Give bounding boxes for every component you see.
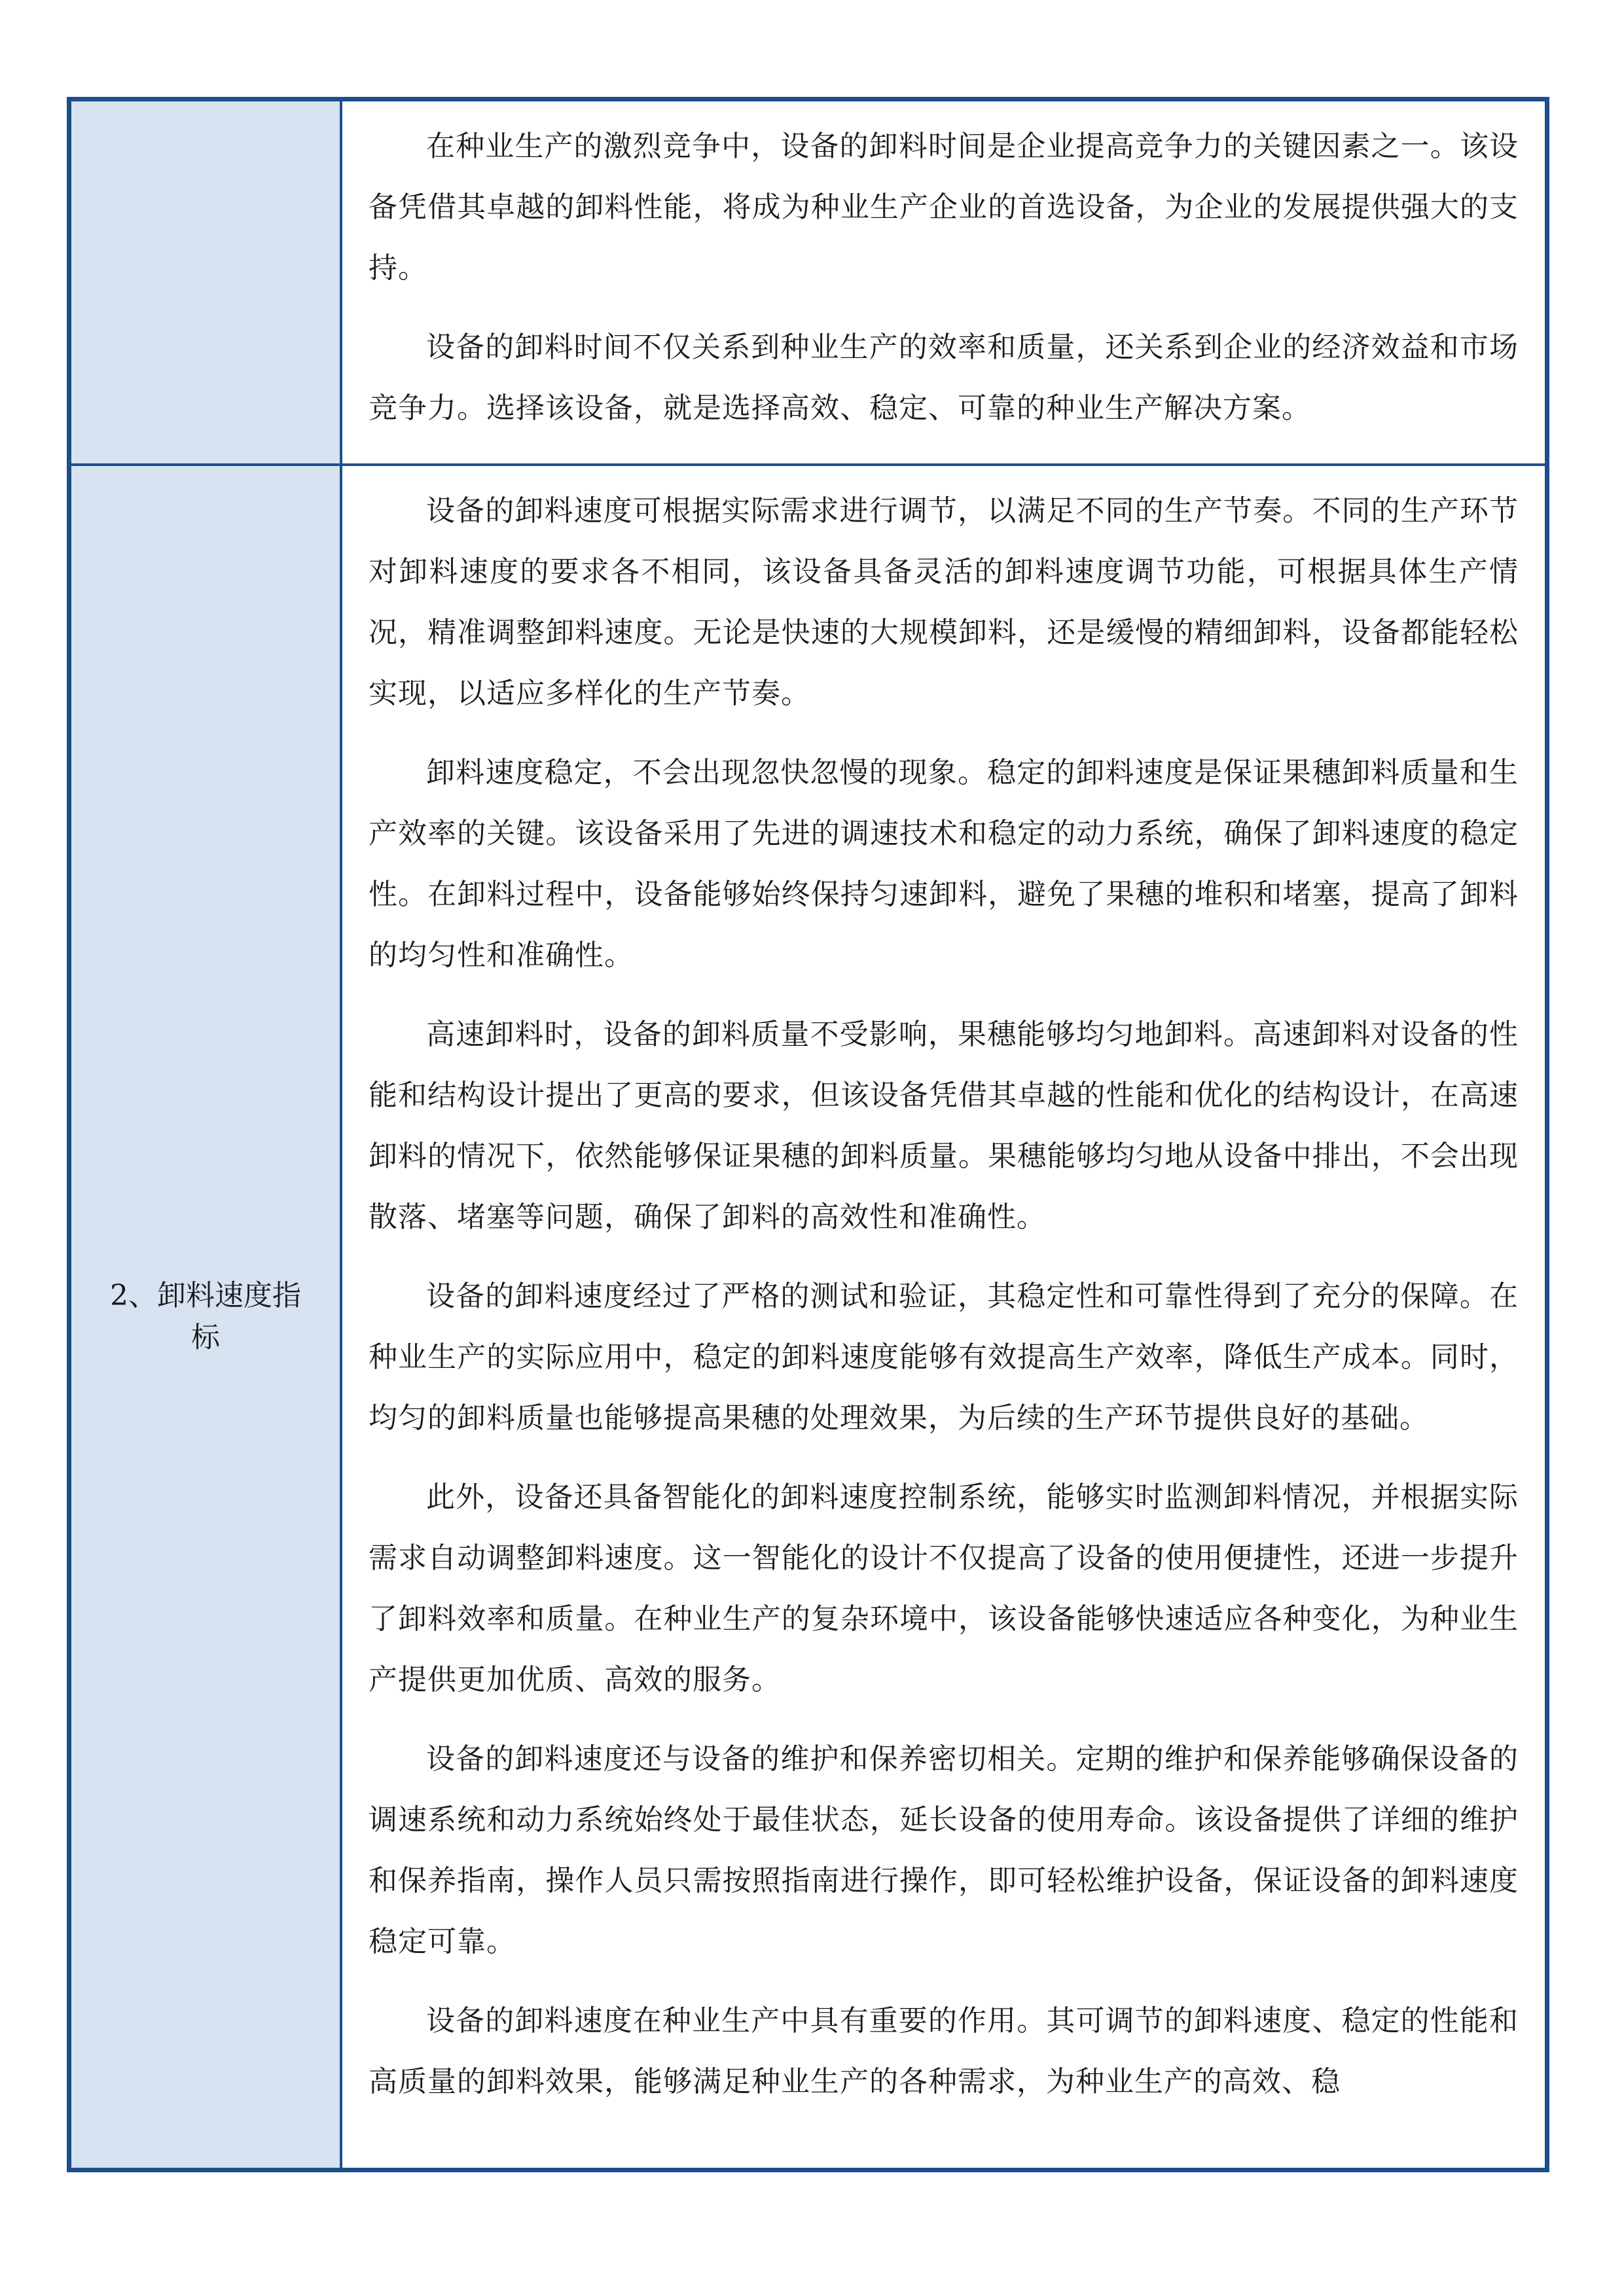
table-row [69, 99, 1547, 465]
paragraph: 设备的卸料速度可根据实际需求进行调节，以满足不同的生产节奏。不同的生产环节对卸料速度的要求各不相同，该设备具备灵活的卸料速度调节功能，可根据具体生产情况，精准调整卸料速度。无论是快速的大规模卸料，还是缓慢的精细卸料，设备都能轻松实现，以适应多样化的生产节奏。 [369, 494, 1519, 710]
paragraph: 高速卸料时，设备的卸料质量不受影响，果穗能够均匀地卸料。高速卸料对设备的性能和结构设计提出了更高的要求，但该设备凭借其卓越的性能和优化的结构设计，在高速卸料的情况下，依然能够保证果穗的卸料质量。果穗能够均匀地从设备中排出，不会出现散落、堵塞等问题，确保了卸料的高效性和准确性。 [369, 1018, 1519, 1234]
paragraph: 在种业生产的激烈竞争中，设备的卸料时间是企业提高竞争力的关键因素之一。该设备凭借其卓越的卸料性能，将成为种业生产企业的首选设备，为企业的发展提供强大的支持。 [369, 130, 1519, 285]
paragraph: 设备的卸料速度还与设备的维护和保养密切相关。定期的维护和保养能够确保设备的调速系统和动力系统始终处于最佳状态，延长设备的使用寿命。该设备提供了详细的维护和保养指南，操作人员只需按照指南进行操作，即可轻松维护设备，保证设备的卸料速度稳定可靠。 [369, 1742, 1519, 1958]
paragraph: 此外，设备还具备智能化的卸料速度控制系统，能够实时监测卸料情况，并根据实际需求自动调整卸料速度。这一智能化的设计不仅提高了设备的使用便捷性，还进一步提升了卸料效率和质量。在种业生产的复杂环境中，该设备能够快速适应各种变化，为种业生产提供更加优质、高效的服务。 [369, 1480, 1519, 1696]
paragraph: 设备的卸料时间不仅关系到种业生产的效率和质量，还关系到企业的经济效益和市场竞争力。选择该设备，就是选择高效、稳定、可靠的种业生产解决方案。 [369, 331, 1519, 425]
paragraph: 设备的卸料速度在种业生产中具有重要的作用。其可调节的卸料速度、稳定的性能和高质量的卸料效果，能够满足种业生产的各种需求，为种业生产的高效、稳 [369, 2004, 1519, 2098]
spec-table [67, 97, 1549, 2172]
row-label-cell [69, 465, 342, 2170]
row-content-cell [341, 99, 1547, 465]
paragraph: 卸料速度稳定，不会出现忽快忽慢的现象。稳定的卸料速度是保证果穗卸料质量和生产效率的关键。该设备采用了先进的调速技术和稳定的动力系统，确保了卸料速度的稳定性。在卸料过程中，设备能够始终保持匀速卸料，避免了果穗的堆积和堵塞，提高了卸料的均匀性和准确性。 [369, 756, 1519, 972]
row-label: 2、卸料速度指标 [110, 1278, 301, 1354]
paragraph: 设备的卸料速度经过了严格的测试和验证，其稳定性和可靠性得到了充分的保障。在种业生产的实际应用中，稳定的卸料速度能够有效提高生产效率，降低生产成本。同时，均匀的卸料质量也能够提高果穗的处理效果，为后续的生产环节提供良好的基础。 [369, 1280, 1519, 1435]
row-label-cell [69, 99, 342, 465]
row-content-cell [341, 465, 1547, 2170]
table-row [69, 465, 1547, 2170]
